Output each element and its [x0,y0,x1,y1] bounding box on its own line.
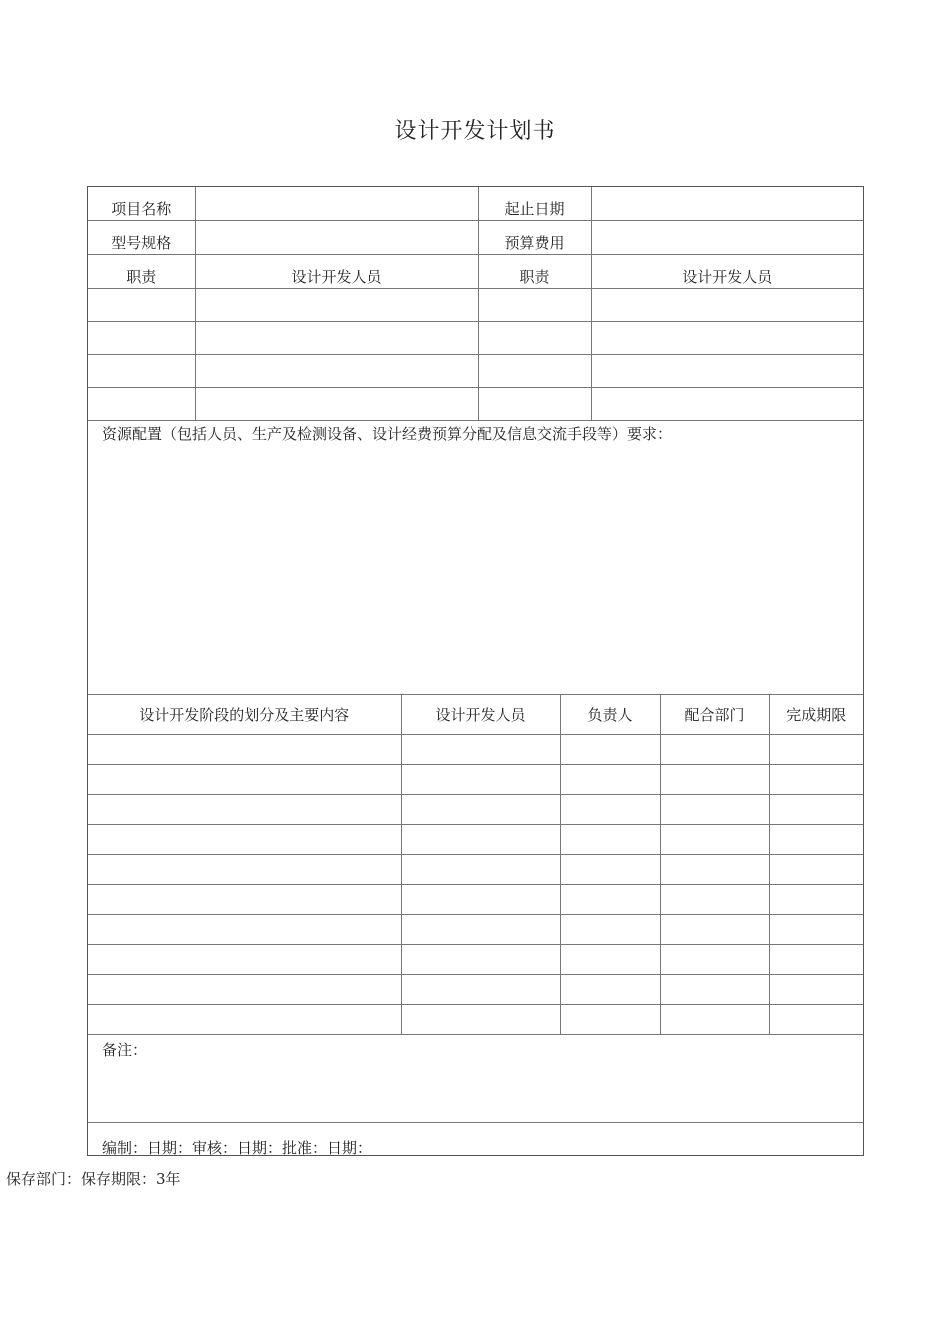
stage-cell[interactable] [401,945,560,975]
duty-header: 职责 [478,255,591,289]
stage-deadline-header: 完成期限 [769,695,863,735]
stage-cell[interactable] [769,765,863,795]
stage-cell[interactable] [401,765,560,795]
stage-cell[interactable] [560,1005,660,1035]
stage-cell[interactable] [769,1005,863,1035]
stage-table [88,695,863,1035]
stage-cell[interactable] [660,975,769,1005]
stage-staff-header: 设计开发人员 [401,695,560,735]
stage-cell[interactable] [401,915,560,945]
retention-footer: 保存部门：保存期限：3年 [6,1170,181,1188]
stage-cell[interactable] [560,765,660,795]
stage-cell[interactable] [560,855,660,885]
resource-allocation-label: 资源配置（包括人员、生产及检测设备、设计经费预算分配及信息交流手段等）要求： [102,425,673,443]
stage-cell[interactable] [88,735,401,765]
stage-cell[interactable] [401,795,560,825]
stage-cell[interactable] [769,735,863,765]
stage-dept-header: 配合部门 [660,695,769,735]
stage-cell[interactable] [88,795,401,825]
staff-cell[interactable] [195,289,478,322]
stage-cell[interactable] [560,915,660,945]
stage-cell[interactable] [401,855,560,885]
stage-cell[interactable] [660,915,769,945]
staff-row [88,355,863,388]
staff-row [88,388,863,421]
stage-cell[interactable] [88,975,401,1005]
stage-cell[interactable] [769,855,863,885]
stage-cell[interactable] [88,1005,401,1035]
stage-cell[interactable] [560,735,660,765]
stage-cell[interactable] [660,855,769,885]
stage-cell[interactable] [88,885,401,915]
staff-cell[interactable] [591,289,863,322]
stage-row [88,795,863,825]
duty-cell[interactable] [478,322,591,355]
stage-cell[interactable] [560,945,660,975]
duty-cell[interactable] [478,289,591,322]
staff-cell[interactable] [591,322,863,355]
duty-header: 职责 [88,255,195,289]
staff-cell[interactable] [195,388,478,421]
stage-cell[interactable] [769,885,863,915]
stage-row [88,735,863,765]
stage-row [88,885,863,915]
stage-row [88,915,863,945]
staff-header: 设计开发人员 [591,255,863,289]
stage-cell[interactable] [560,885,660,915]
stage-cell[interactable] [660,735,769,765]
remarks-section[interactable] [88,1035,863,1123]
duty-cell[interactable] [88,322,195,355]
stage-cell[interactable] [769,945,863,975]
stage-cell[interactable] [660,885,769,915]
stage-cell[interactable] [769,795,863,825]
staff-header: 设计开发人员 [195,255,478,289]
staff-row [88,322,863,355]
project-info-table [88,187,863,421]
stage-cell[interactable] [401,1005,560,1035]
stage-cell[interactable] [88,825,401,855]
project-name-field[interactable] [195,187,478,221]
stage-content-header: 设计开发阶段的划分及主要内容 [88,695,401,735]
duty-cell[interactable] [88,289,195,322]
stage-cell[interactable] [660,945,769,975]
resource-allocation-section[interactable] [88,421,863,695]
start-end-date-label: 起止日期 [478,187,591,221]
stage-cell[interactable] [660,795,769,825]
stage-row [88,855,863,885]
stage-cell[interactable] [88,765,401,795]
stage-cell[interactable] [769,825,863,855]
model-spec-field[interactable] [195,221,478,255]
stage-cell[interactable] [769,975,863,1005]
stage-cell[interactable] [401,825,560,855]
budget-field[interactable] [591,221,863,255]
stage-row [88,945,863,975]
staff-cell[interactable] [195,355,478,388]
stage-row [88,765,863,795]
stage-owner-header: 负责人 [560,695,660,735]
duty-cell[interactable] [478,388,591,421]
stage-row [88,1005,863,1035]
signoff-row [88,1123,863,1165]
stage-row [88,825,863,855]
stage-cell[interactable] [401,735,560,765]
budget-label: 预算费用 [478,221,591,255]
stage-cell[interactable] [660,1005,769,1035]
stage-cell[interactable] [88,915,401,945]
stage-cell[interactable] [560,795,660,825]
stage-row [88,975,863,1005]
model-spec-label: 型号规格 [88,221,195,255]
stage-cell[interactable] [660,825,769,855]
signoff-text: 编制：日期：审核：日期：批准：日期： [102,1139,373,1157]
staff-cell[interactable] [195,322,478,355]
duty-cell[interactable] [88,388,195,421]
remarks-label: 备注： [102,1041,148,1059]
stage-cell[interactable] [660,765,769,795]
stage-cell[interactable] [560,975,660,1005]
stage-cell[interactable] [401,975,560,1005]
project-name-label: 项目名称 [88,187,195,221]
stage-cell[interactable] [560,825,660,855]
stage-cell[interactable] [401,885,560,915]
staff-cell[interactable] [591,355,863,388]
start-end-date-field[interactable] [591,187,863,221]
document-title: 设计开发计划书 [394,119,556,144]
duty-cell[interactable] [478,355,591,388]
staff-row [88,289,863,322]
stage-cell[interactable] [88,945,401,975]
stage-cell[interactable] [88,855,401,885]
stage-cell[interactable] [769,915,863,945]
duty-cell[interactable] [88,355,195,388]
staff-cell[interactable] [591,388,863,421]
plan-form [87,186,864,1156]
